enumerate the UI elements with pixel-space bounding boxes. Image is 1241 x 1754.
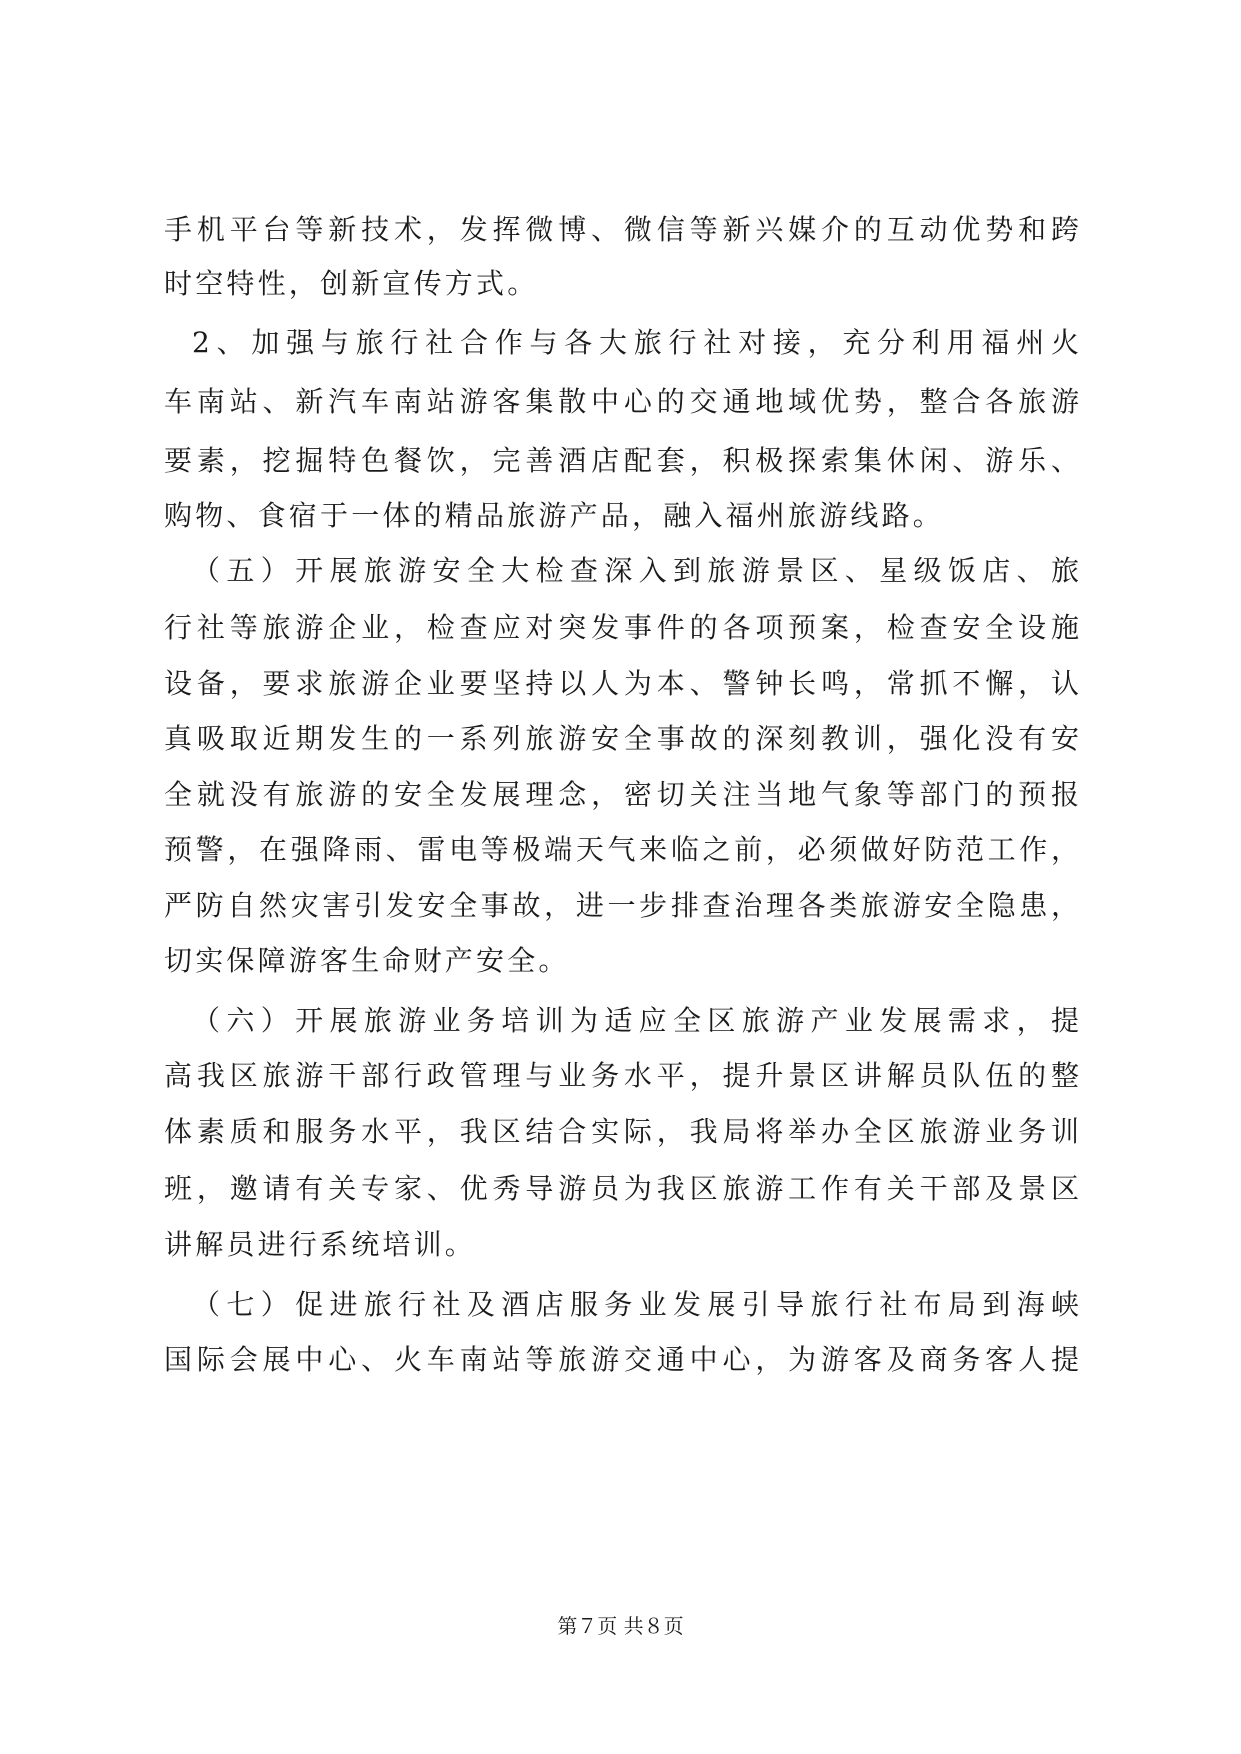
text-line: 严防自然灾害引发安全事故，进一步排查治理各类旅游安全隐患， — [164, 889, 1079, 922]
text-line: （七）促进旅行社及酒店服务业发展引导旅行社布局到海峡 — [192, 1288, 1079, 1321]
text-line: 班，邀请有关专家、优秀导游员为我区旅游工作有关干部及景区 — [164, 1172, 1079, 1205]
text-line: 2、加强与旅行社合作与各大旅行社对接，充分利用福州火 — [192, 326, 1079, 359]
text-line: 切实保障游客生命财产安全。 — [164, 944, 570, 977]
text-line: 全就没有旅游的安全发展理念，密切关注当地气象等部门的预报 — [164, 778, 1079, 811]
text-line: 讲解员进行系统培训。 — [164, 1228, 477, 1261]
text-line: （六）开展旅游业务培训为适应全区旅游产业发展需求，提 — [192, 1004, 1079, 1037]
text-line: 车南站、新汽车南站游客集散中心的交通地域优势，整合各旅游 — [164, 385, 1079, 418]
text-line: 体素质和服务水平，我区结合实际，我局将举办全区旅游业务训 — [164, 1115, 1079, 1148]
text-line: 手机平台等新技术，发挥微博、微信等新兴媒介的互动优势和跨 — [164, 213, 1079, 246]
text-line: 购物、食宿于一体的精品旅游产品，融入福州旅游线路。 — [164, 499, 945, 532]
text-line: 时空特性，创新宣传方式。 — [164, 267, 539, 300]
text-line: 行社等旅游企业，检查应对突发事件的各项预案，检查安全设施 — [164, 611, 1079, 644]
text-line: （五）开展旅游安全大检查深入到旅游景区、星级饭店、旅 — [192, 554, 1079, 587]
text-line: 高我区旅游干部行政管理与业务水平，提升景区讲解员队伍的整 — [164, 1059, 1079, 1092]
text-line: 预警，在强降雨、雷电等极端天气来临之前，必须做好防范工作， — [164, 833, 1079, 866]
text-line: 真吸取近期发生的一系列旅游安全事故的深刻教训，强化没有安 — [164, 722, 1079, 755]
text-line: 设备，要求旅游企业要坚持以人为本、警钟长鸣，常抓不懈，认 — [164, 667, 1079, 700]
text-line: 要素，挖掘特色餐饮，完善酒店配套，积极探索集休闲、游乐、 — [164, 444, 1079, 477]
page-footer: 第７页 共８页 — [557, 1614, 684, 1638]
text-line: 国际会展中心、火车南站等旅游交通中心，为游客及商务客人提 — [164, 1343, 1079, 1376]
